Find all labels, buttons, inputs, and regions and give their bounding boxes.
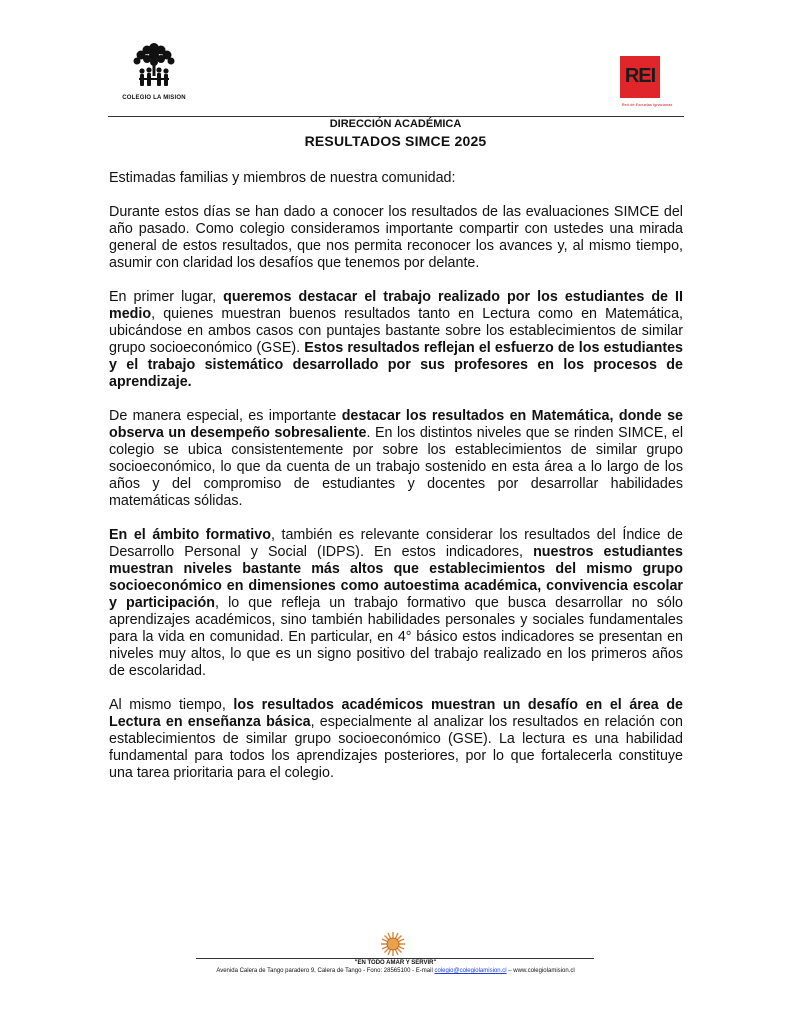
greeting: Estimadas familias y miembros de nuestra comunidad:	[109, 170, 456, 186]
paragraph	[109, 289, 683, 391]
body-text: , quienes muestran buenos resultados tanto en Lectura como en Matemática, ubicándose en ambos casos con puntajes bastante sobre los establecimientos de similar grupo socioeconómico (GSE).	[109, 306, 683, 356]
department-heading: DIRECCIÓN ACADÉMICA	[329, 118, 462, 130]
bold-text: destacar los resultados en Matemática, donde se observa un desempeño sobresaliente	[109, 408, 684, 441]
paragraph-list	[109, 204, 683, 782]
bold-text: nuestros estudiantes muestran niveles bastante más altos que establecimientos del mismo grupo socioeconómico en dimensiones como autoestima académica, convivencia escolar y participación	[109, 544, 683, 611]
body-text: Durante estos días se han dado a conocer los resultados de las evaluaciones SIMCE del año pasado. Como colegio consideramos importante compartir con ustedes una mirada general de estos resultados, que nos permita reconocer los avances y, al mismo tiempo, asumir con claridad los desafíos que tenemos por delante.	[109, 204, 683, 271]
paragraph	[109, 527, 683, 680]
rei-caption: Red de Escuelas Ignacianas	[621, 102, 673, 107]
email-link[interactable]: colegio@colegiolamision.cl	[434, 968, 507, 974]
bold-text: Estos resultados reflejan el esfuerzo de los estudiantes y el trabajo sistemático desarrollado por sus profesores en los procesos de aprendizaje.	[109, 340, 684, 390]
body-text: En primer lugar,	[109, 289, 224, 305]
body-text: , especialmente al analizar los resultados en relación con establecimientos de similar grupo socioeconómico (GSE). La lectura es una habilidad fundamental para todos los aprendizajes posteriores, por lo que fortalecerla constituye una tarea prioritaria para el colegio.	[109, 714, 683, 781]
address-text: Avenida Calera de Tango paradero 9, Calera de Tango - Fono: 28565100 - E-mail	[216, 968, 435, 974]
body-text: , también es relevante considerar los resultados del Índice de Desarrollo Personal y Social (IDPS). En estos indicadores,	[109, 527, 683, 560]
footer-motto: "EN TODO AMAR Y SERVIR"	[354, 960, 437, 966]
paragraph	[109, 204, 683, 272]
school-name: COLEGIO LA MISION	[122, 95, 186, 101]
header-divider	[108, 116, 684, 117]
bold-text: En el ámbito formativo	[109, 527, 271, 543]
sun-emblem-icon	[380, 931, 406, 957]
footer-address	[0, 968, 791, 974]
school-logo	[108, 40, 200, 106]
footer-divider	[196, 958, 594, 959]
body-text: De manera especial, es importante	[109, 408, 342, 424]
rei-logo	[612, 56, 682, 108]
body-text: . En los distintos niveles que se rinden SIMCE, el colegio se ubica consistentemente por sobre los establecimientos de similar grupo socioeconómico, lo que da cuenta de un trabajo sostenido en esta área a lo largo de los años y del compromiso de estudiantes y docentes por desarrollar habilidades matemáticas sólidas.	[109, 425, 684, 509]
letter-body	[109, 170, 683, 799]
paragraph	[109, 408, 683, 510]
website-text: – www.colegiolamision.cl	[506, 968, 575, 974]
bold-text: los resultados académicos muestran un desafío en el área de Lectura en enseñanza básica	[109, 697, 683, 730]
body-text: Al mismo tiempo,	[109, 697, 234, 713]
rei-logo-mark: REI	[620, 56, 660, 98]
tree-people-icon	[129, 40, 179, 92]
letterhead	[0, 0, 791, 118]
body-text: , lo que refleja un trabajo formativo que busca desarrollar no sólo aprendizajes académicos, sino también habilidades personales y sociales fundamentales para la vida en comunidad. En particular, en 4° básico estos indicadores se presentan en niveles muy altos, lo que es un signo positivo del trabajo realizado en los primeros años de escolaridad.	[109, 595, 684, 679]
paragraph	[109, 697, 683, 782]
page-title: RESULTADOS SIMCE 2025	[304, 133, 487, 149]
bold-text: queremos destacar el trabajo realizado por los estudiantes de II medio	[109, 289, 683, 322]
